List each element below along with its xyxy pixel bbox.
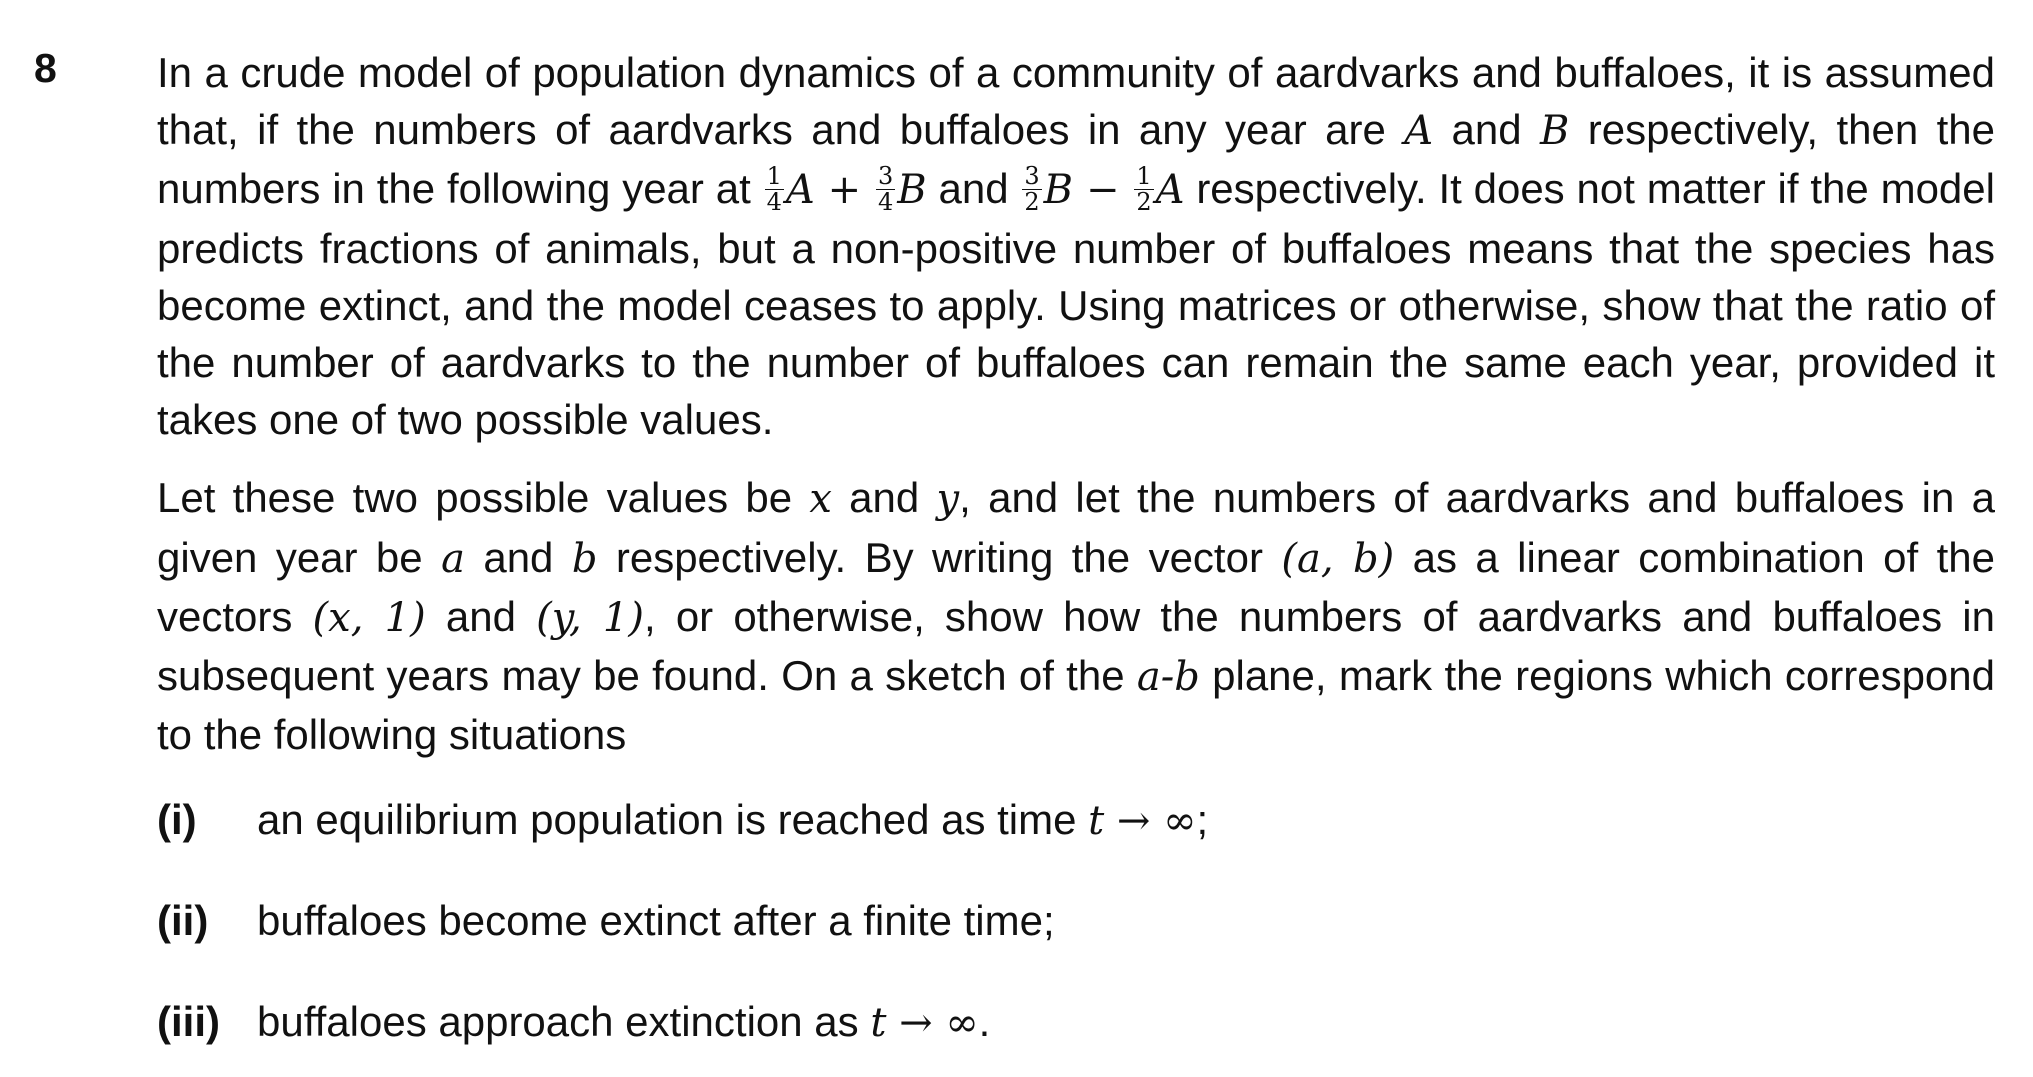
fraction-denominator: 4 bbox=[766, 187, 782, 216]
fraction-numerator: 1 bbox=[766, 162, 782, 191]
fraction-numerator: 3 bbox=[877, 162, 894, 191]
math-variable-B: B bbox=[897, 167, 927, 214]
math-expression-aardvarks-next-year bbox=[763, 162, 927, 216]
text: Let these two possible values be bbox=[157, 474, 810, 522]
question-part-ii bbox=[157, 892, 1995, 949]
text: and bbox=[831, 474, 937, 522]
fraction-one-quarter bbox=[765, 164, 784, 214]
text: as a linear combination of the vectors bbox=[157, 533, 1995, 640]
math-variable-B: B bbox=[1539, 108, 1570, 155]
question-body bbox=[157, 44, 1995, 1050]
question-part-i bbox=[157, 791, 1995, 848]
text: , or otherwise, show how the numbers of aardvarks and buffaloes in subsequent years may be found. On a sketch of the bbox=[157, 592, 1995, 700]
math-limit-t-to-infinity: t → ∞ bbox=[1088, 798, 1197, 845]
part-label: (i) bbox=[157, 796, 197, 844]
text: , and let the numbers of aardvarks and buffaloes in a given year be bbox=[157, 474, 1995, 581]
text: and bbox=[425, 592, 537, 640]
math-variable-B: B bbox=[1043, 167, 1074, 214]
math-plane-ab: a-b bbox=[1136, 654, 1200, 701]
text: buffaloes become extinct after a finite time; bbox=[257, 897, 1055, 945]
part-text bbox=[257, 993, 990, 1052]
punctuation: . bbox=[978, 998, 991, 1046]
text: In a crude model of population dynamics of a community of aardvarks and buffaloes, it is assumed that, if the numbers of aardvarks and buffaloes in any year are bbox=[157, 49, 1995, 154]
question-paragraph-2 bbox=[157, 469, 1995, 763]
math-variable-y: y bbox=[936, 476, 960, 523]
math-vector-y1: (y, 1) bbox=[536, 594, 644, 641]
math-variable-b: b bbox=[571, 535, 598, 582]
text: respectively, then the numbers in the following year at bbox=[157, 106, 1995, 213]
math-vector-ab: (a, b) bbox=[1281, 535, 1395, 582]
fraction-one-half bbox=[1134, 164, 1153, 214]
text: and bbox=[926, 165, 1021, 213]
math-variable-A: A bbox=[1155, 167, 1185, 214]
fraction-three-halves bbox=[1022, 164, 1041, 214]
fraction-denominator: 2 bbox=[1136, 187, 1152, 216]
question-part-iii bbox=[157, 993, 1995, 1050]
math-vector-x1: (x, 1) bbox=[312, 594, 426, 641]
part-text bbox=[257, 892, 1055, 949]
math-variable-A: A bbox=[1404, 108, 1434, 155]
math-variable-x: x bbox=[809, 476, 832, 523]
text: buffaloes approach extinction as bbox=[257, 998, 871, 1046]
fraction-three-quarters bbox=[876, 164, 895, 214]
fraction-numerator: 1 bbox=[1136, 162, 1152, 191]
text: respectively. It does not matter if the model predicts fractions of animals, but a non-positive number of buffaloes means that the species has become extinct, and the model ceases to apply. Using matrices or otherwise, show that the ratio of the number of aardvarks to the number of buffaloes can remain the same each year, provided it takes one of two possible values. bbox=[157, 165, 1995, 444]
fraction-denominator: 2 bbox=[1024, 187, 1040, 216]
part-label: (iii) bbox=[157, 998, 220, 1046]
text: plane, mark the regions which correspond to the following situations bbox=[157, 652, 1996, 759]
math-expression-buffaloes-next-year bbox=[1020, 162, 1185, 216]
math-variable-a: a bbox=[441, 535, 465, 582]
text: and bbox=[464, 533, 572, 581]
text: and bbox=[1433, 106, 1540, 154]
fraction-numerator: 3 bbox=[1024, 162, 1040, 191]
question-number: 8 bbox=[34, 45, 57, 91]
math-limit-t-to-infinity: t → ∞ bbox=[870, 1000, 979, 1047]
math-variable-A: A bbox=[785, 167, 815, 214]
question-parts-list bbox=[157, 791, 1995, 1050]
math-operator-minus: − bbox=[1073, 167, 1133, 214]
punctuation: ; bbox=[1196, 796, 1209, 844]
part-label: (ii) bbox=[157, 897, 209, 945]
part-text bbox=[257, 791, 1208, 850]
text: respectively. By writing the vector bbox=[597, 533, 1282, 581]
text: an equilibrium population is reached as time bbox=[257, 796, 1089, 844]
fraction-denominator: 4 bbox=[877, 187, 894, 216]
question-paragraph-1 bbox=[157, 44, 1995, 448]
math-operator-plus: + bbox=[814, 167, 874, 214]
